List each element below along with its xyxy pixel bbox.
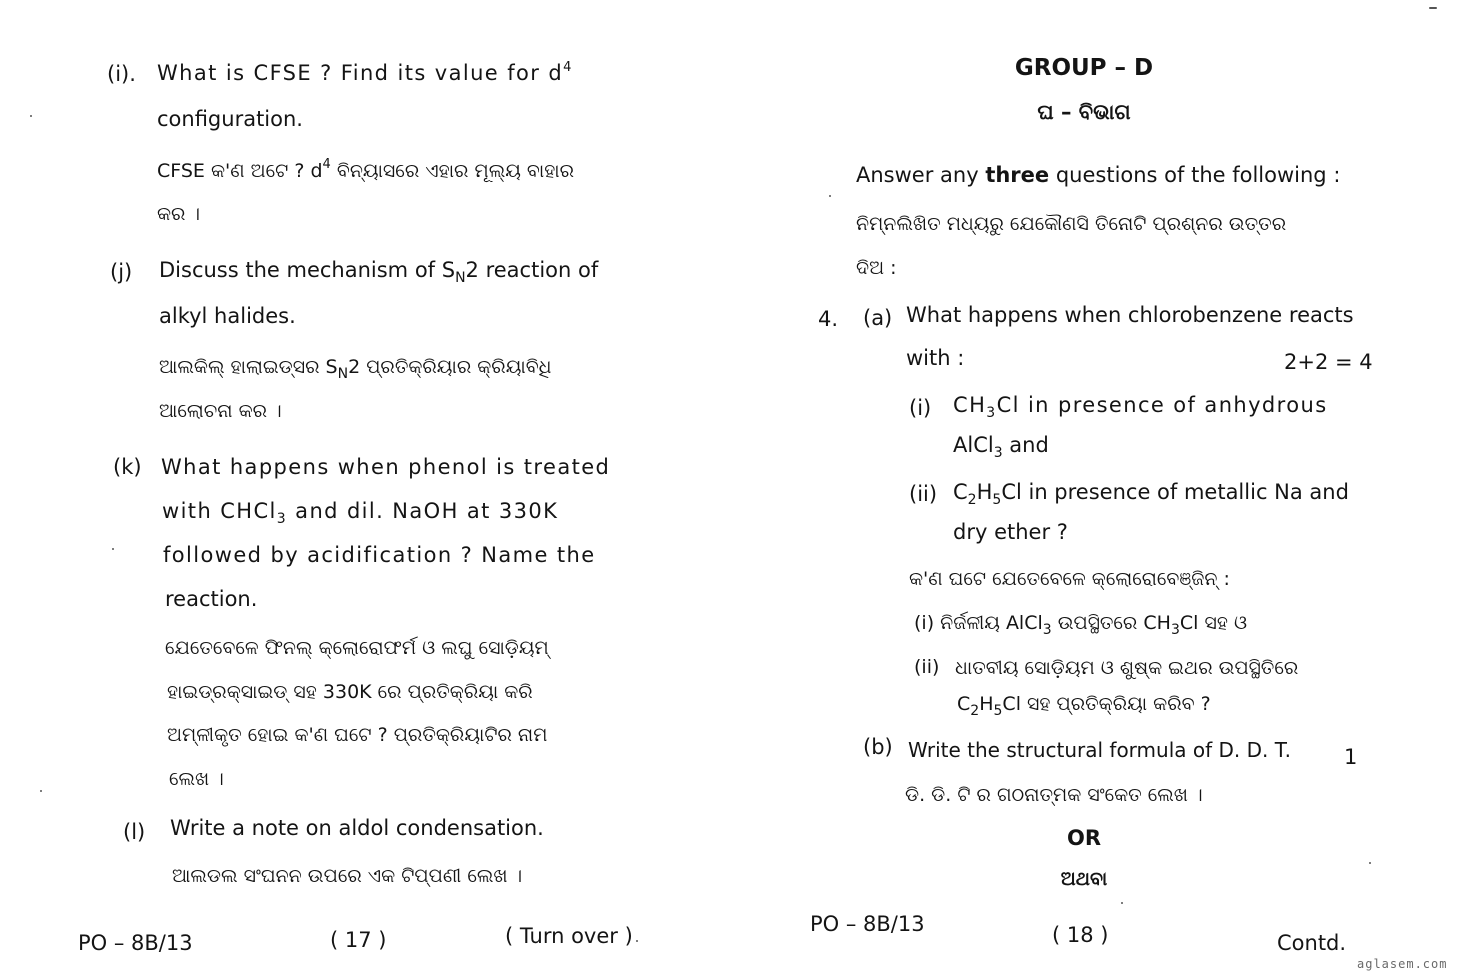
question-4b-label: (b)	[863, 735, 893, 759]
question-k-label: (k)	[113, 455, 142, 479]
question-j-odia-line1: ଆଲକିଲ୍ ହାଲାଇଡ୍‌ସର $S_N2$ ପ୍ରତିକ୍ରିୟାର କ୍ରିୟାବିଧି	[159, 356, 552, 382]
scan-speck	[30, 115, 32, 117]
question-4-number: 4.	[818, 307, 839, 331]
right-footer-contd: Contd.	[1277, 931, 1347, 955]
question-j-english-line2: alkyl halides.	[159, 304, 296, 328]
question-k-english-line4: reaction.	[165, 587, 258, 611]
left-page	[0, 0, 729, 979]
question-k-english-line2: with CHCl$_3$ and dil. NaOH at 330K	[162, 499, 559, 527]
left-footer-code: PO – 8B/13	[78, 931, 193, 955]
watermark: aglasem.com	[1357, 957, 1448, 971]
question-i-english-line1: What is CFSE ? Find its value for $d^4$	[157, 60, 573, 85]
question-4a-label: (a)	[863, 306, 893, 330]
question-4a-ii-english-line2: dry ether ?	[953, 520, 1068, 544]
scan-speck	[829, 195, 831, 197]
question-l-label: (l)	[123, 820, 146, 844]
question-j-odia-line2: ଆଲୋଚନା କର ।	[159, 400, 282, 422]
question-i-odia-line2: କର ।	[157, 203, 201, 225]
scan-speck	[112, 548, 114, 550]
question-i-english-line2: configuration.	[157, 107, 303, 131]
question-4b-odia: ଡି. ଡି. ଟି ର ଗଠନାତ୍ମକ ସଂକେତ ଲେଖ ।	[905, 784, 1203, 806]
group-title: GROUP – D	[1014, 55, 1154, 81]
question-4a-odia-ii-label: (ii)	[914, 656, 940, 678]
question-l-english-line1: Write a note on aldol condensation.	[170, 816, 544, 840]
question-k-odia-line2: ହାଇଡ୍ରକ୍‌ସାଇଡ୍ ସହ 330K ରେ ପ୍ରତିକ୍ରିୟା କରି	[167, 681, 533, 703]
question-4a-i-english-line1: $CH_3Cl$ in presence of anhydrous	[953, 393, 1328, 421]
right-page	[729, 0, 1459, 979]
question-4b-marks: 1	[1344, 745, 1358, 769]
question-4a-i-label: (i)	[909, 396, 932, 420]
question-4b-english: Write the structural formula of D. D. T.	[908, 738, 1291, 762]
question-4a-ii-label: (ii)	[909, 482, 938, 506]
question-k-odia-line4: ଲେଖ ।	[169, 768, 224, 790]
question-k-english-line1: What happens when phenol is treated	[161, 455, 611, 479]
question-4a-odia-ii-line2: $C_2H_5Cl$ ସହ ପ୍ରତିକ୍ରିୟା କରିବ ?	[957, 693, 1211, 719]
question-i-odia-line1: CFSE କ'ଣ ଅଟେ ? $d^4$ ବିନ୍ୟାସରେ ଏହାର ମୂଲ୍ୟ ବାହାର	[157, 157, 575, 182]
instruction-odia-line1: ନିମ୍ନଲିଖିତ ମଧ୍ୟରୁ ଯେକୌଣସି ତିନୋଟି ପ୍ରଶ୍ନର ଉତ୍ତର	[856, 213, 1287, 235]
instruction-english: Answer any three questions of the following :	[856, 163, 1341, 187]
left-footer-turn-over: ( Turn over )	[505, 924, 633, 948]
question-k-odia-line1: ଯେତେବେଳେ ଫିନଲ୍ କ୍ଲୋରୋଫର୍ମ ଓ ଲଘୁ ସୋଡ଼ିୟମ୍	[165, 637, 549, 659]
right-footer-page-number: ( 18 )	[1052, 923, 1109, 947]
question-4a-odia-i: (i) ନିର୍ଜଳୀୟ AlCl$_3$ ଉପସ୍ଥିତରେ $CH_3Cl$ ସହ ଓ	[914, 612, 1248, 638]
question-l-odia-line1: ଆଲଡଲ ସଂଘନନ ଉପରେ ଏକ ଟିପ୍ପଣୀ ଲେଖ ।	[172, 865, 523, 887]
left-footer-page-number: ( 17 )	[330, 928, 387, 952]
question-k-english-line3: followed by acidification ? Name the	[163, 543, 596, 567]
right-footer-code: PO – 8B/13	[810, 912, 925, 936]
question-4a-marks: 2+2 = 4	[1284, 350, 1373, 374]
or-separator-odia: ଅଥବା	[1060, 868, 1108, 890]
instruction-odia-line2: ଦିଅ :	[856, 257, 897, 279]
question-j-label: (j)	[110, 260, 133, 284]
scan-speck	[636, 940, 638, 942]
question-4a-i-english-line2: AlCl$_3$ and	[953, 433, 1049, 461]
question-4a-ii-english-line1: $C_2H_5Cl$ in presence of metallic Na and	[953, 480, 1349, 508]
scan-speck	[40, 790, 42, 792]
or-separator: OR	[1066, 826, 1102, 850]
scan-speck	[1121, 902, 1123, 904]
scan-speck	[1429, 7, 1437, 9]
question-k-odia-line3: ଅମ୍ଳୀକୃତ ହୋଇ କ'ଣ ଘଟେ ? ପ୍ରତିକ୍ରିୟାଟିର ନାମ	[167, 724, 548, 746]
scan-speck	[1369, 862, 1371, 864]
question-4a-english-line1: What happens when chlorobenzene reacts	[906, 303, 1354, 327]
question-j-english-line1: Discuss the mechanism of $S_N2$ reaction of	[159, 258, 599, 286]
question-i-label: (i).	[107, 62, 136, 86]
question-4a-odia-intro: କ'ଣ ଘଟେ ଯେତେବେଳେ କ୍ଲୋରୋବେଞ୍ଜିନ୍ :	[909, 568, 1230, 590]
question-4a-english-line2: with :	[906, 346, 965, 370]
question-4a-odia-ii-line1: ଧାତବୀୟ ସୋଡ଼ିୟମ ଓ ଶୁଷ୍କ ଇଥର ଉପସ୍ଥିତିରେ	[955, 657, 1299, 679]
group-title-odia: ଘ – ବିଭାଗ	[1037, 100, 1131, 124]
